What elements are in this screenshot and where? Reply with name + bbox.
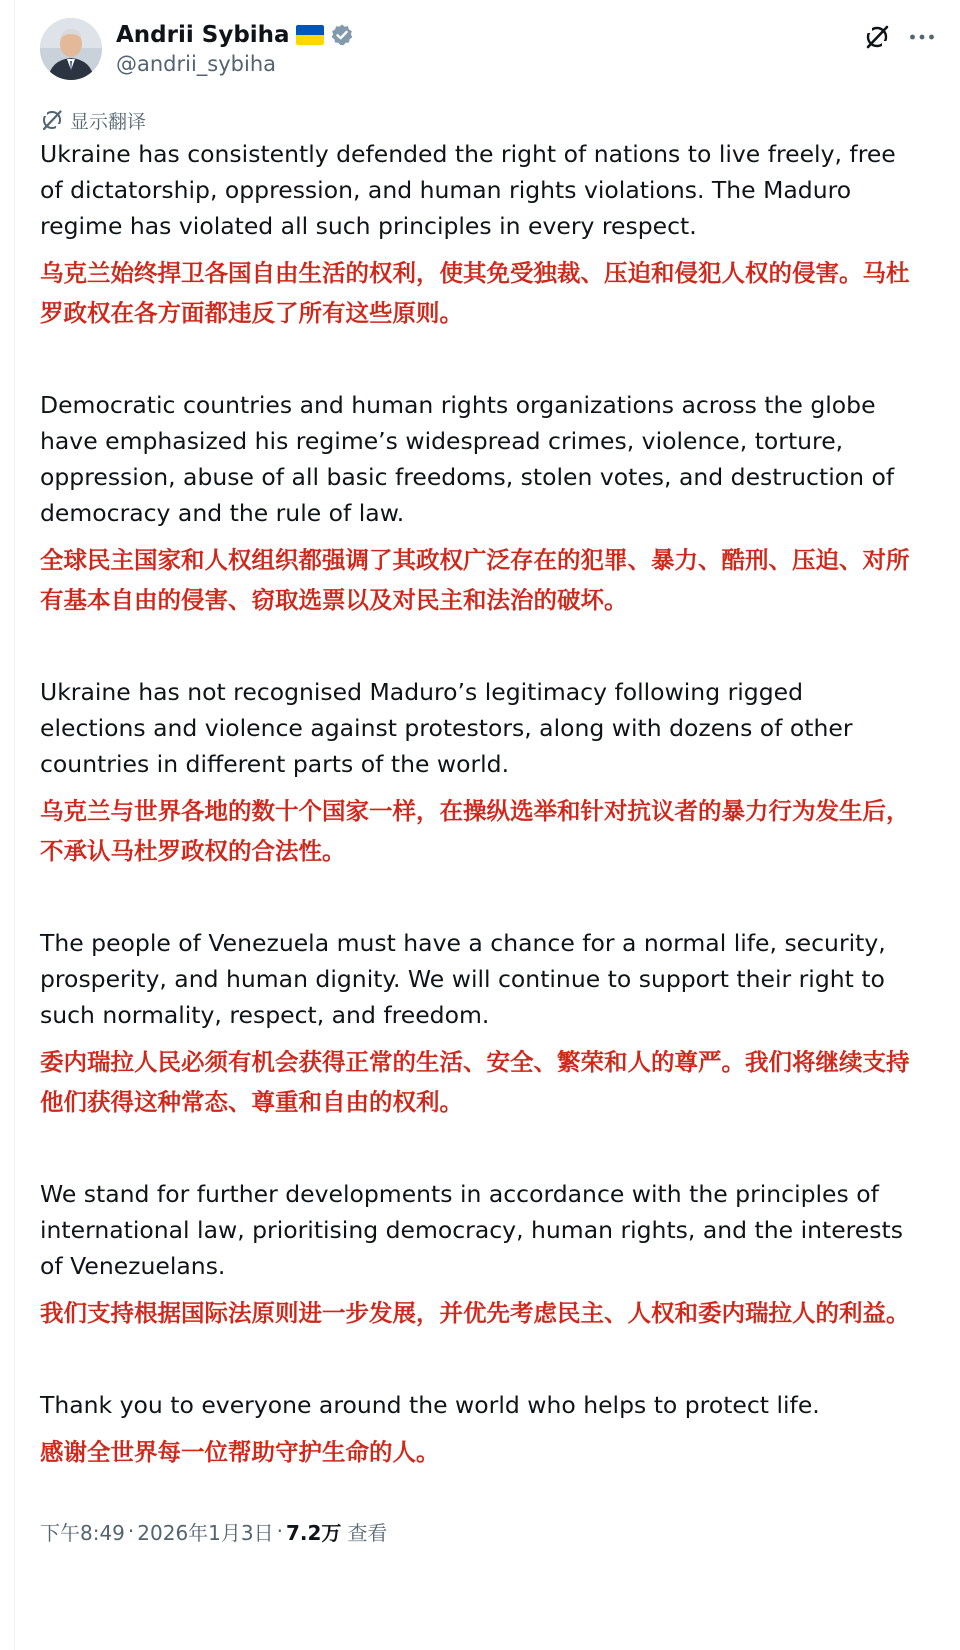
avatar[interactable] bbox=[40, 18, 102, 80]
show-translation-label[interactable]: 显示翻译 bbox=[70, 110, 147, 133]
grok-icon bbox=[863, 23, 891, 51]
meta-separator: · bbox=[127, 1519, 135, 1543]
paragraph-english: Democratic countries and human rights organizations across the globe have emphasized his regime’s widespread crimes, violence, torture, oppression, abuse of all basic freedoms, stolen votes, and destruction of democracy and the rule of law. bbox=[40, 391, 895, 527]
paragraph-chinese-translation: 我们支持根据国际法原则进一步发展，并优先考虑民主、人权和委内瑞拉人的利益。 bbox=[40, 1299, 910, 1327]
post-time[interactable]: 下午8:49 bbox=[40, 1520, 125, 1545]
translate-icon bbox=[40, 108, 64, 132]
verified-badge-icon[interactable] bbox=[330, 23, 354, 47]
paragraph-english: Ukraine has consistently defended the right of nations to live freely, free of dictatorship, oppression, and human rights violations. The Maduro regime has violated all such principles in every respect. bbox=[40, 140, 896, 240]
paragraph-chinese-translation: 乌克兰与世界各地的数十个国家一样，在操纵选举和针对抗议者的暴力行为发生后，不承认马杜罗政权的合法性。 bbox=[40, 797, 910, 865]
paragraph-english: We stand for further developments in accordance with the principles of international law, prioritising democracy, human rights, and the interests of Venezuelans. bbox=[40, 1180, 903, 1280]
post-text bbox=[40, 136, 910, 1472]
post-meta bbox=[40, 1514, 387, 1548]
author-name-row[interactable] bbox=[116, 18, 354, 52]
paragraph-chinese-translation: 全球民主国家和人权组织都强调了其政权广泛存在的犯罪、暴力、酷刑、压迫、对所有基本自由的侵害、窃取选票以及对民主和法治的破坏。 bbox=[40, 546, 910, 614]
more-horizontal-icon bbox=[909, 33, 935, 41]
paragraph-english: Ukraine has not recognised Maduro’s legitimacy following rigged elections and violence against protestors, along with dozens of other countries in different parts of the world. bbox=[40, 678, 853, 778]
meta-separator: · bbox=[276, 1519, 283, 1543]
post-date[interactable]: 2026年1月3日 bbox=[137, 1520, 274, 1545]
author-handle[interactable]: @andrii_sybiha bbox=[116, 52, 277, 76]
ukraine-flag-icon bbox=[296, 25, 324, 45]
paragraph-chinese-translation: 感谢全世界每一位帮助守护生命的人。 bbox=[40, 1438, 440, 1466]
paragraph-chinese-translation: 乌克兰始终捍卫各国自由生活的权利，使其免受独裁、压迫和侵犯人权的侵害。马杜罗政权在各方面都违反了所有这些原则。 bbox=[40, 259, 910, 327]
paragraph-chinese-translation: 委内瑞拉人民必须有机会获得正常的生活、安全、繁荣和人的尊严。我们将继续支持他们获得这种常态、尊重和自由的权利。 bbox=[40, 1048, 910, 1116]
paragraph-english: Thank you to everyone around the world who helps to protect life. bbox=[40, 1391, 820, 1419]
views-label[interactable]: 查看 bbox=[347, 1520, 388, 1545]
paragraph-english: The people of Venezuela must have a chance for a normal life, security, prosperity, and human dignity. We will continue to support their right to such normality, respect, and freedom. bbox=[40, 929, 886, 1029]
author-display-name[interactable]: Andrii Sybiha bbox=[116, 22, 290, 48]
show-translation-link[interactable] bbox=[40, 106, 146, 134]
views-count[interactable]: 7.2万 bbox=[286, 1520, 342, 1545]
timeline-divider bbox=[14, 0, 15, 1650]
meta-fade-overlay bbox=[400, 1516, 510, 1546]
grok-button[interactable] bbox=[860, 20, 894, 54]
more-options-button[interactable] bbox=[902, 20, 942, 54]
